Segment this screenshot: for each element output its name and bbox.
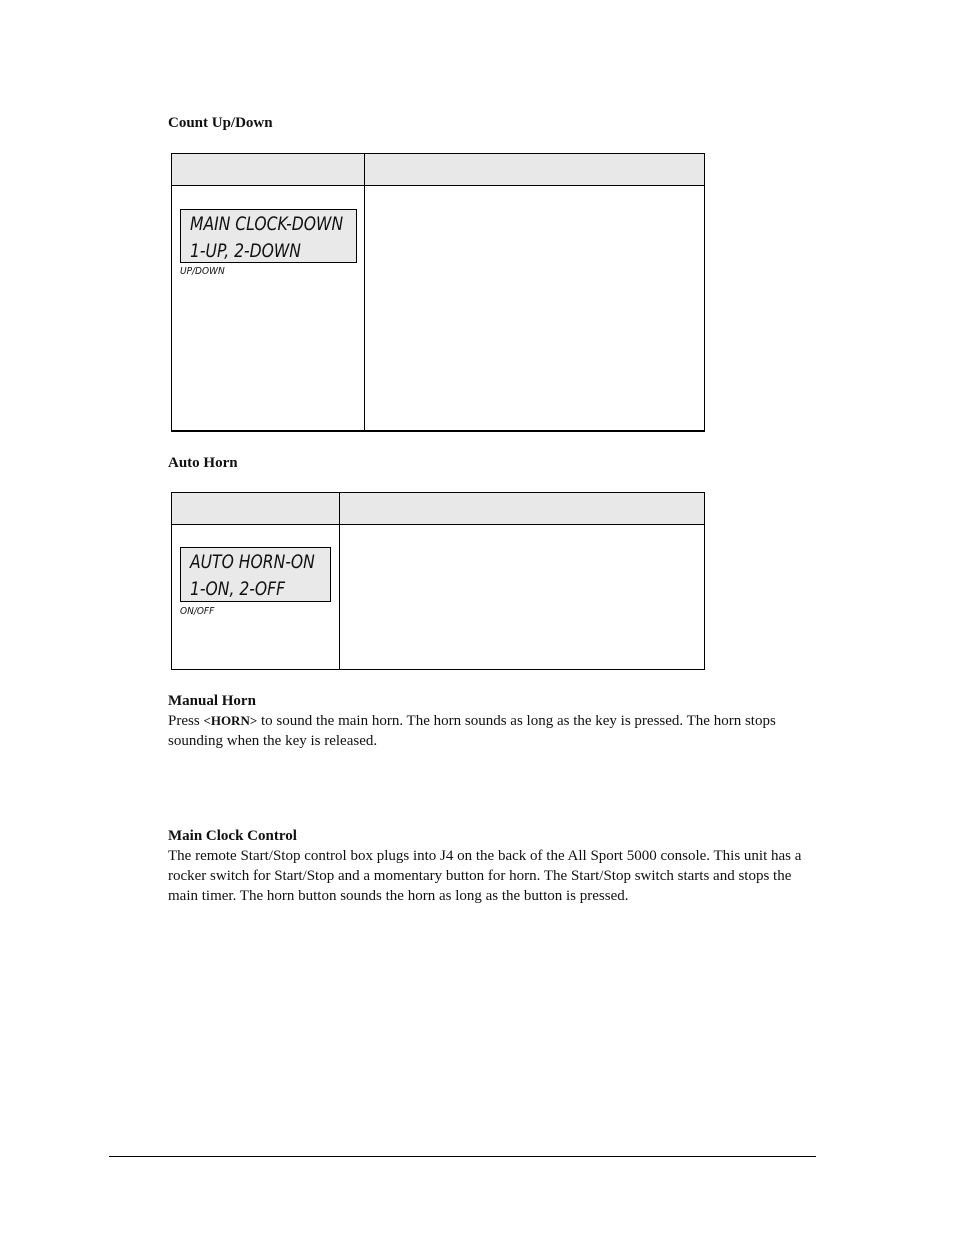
- column-divider: [364, 154, 365, 431]
- section-heading-auto-horn: Auto Horn: [168, 455, 238, 471]
- section-heading-count-up-down: Count Up/Down: [168, 115, 273, 131]
- count-up-down-table: [171, 153, 705, 432]
- lcd-caption-on-off: ON/OFF: [180, 606, 215, 617]
- horn-key-label: <HORN>: [203, 713, 258, 728]
- lcd-line-2: 1-UP, 2-DOWN: [190, 240, 301, 262]
- table-header-row: [172, 154, 704, 186]
- manual-horn-text-after: to sound the main horn. The horn sounds as long as the key is pressed. The horn stops sounding when the key is released.: [168, 713, 776, 749]
- section-heading-main-clock-control: Main Clock Control: [168, 828, 297, 844]
- manual-horn-paragraph: [168, 711, 808, 751]
- section-heading-manual-horn: Manual Horn: [168, 693, 256, 709]
- lcd-line-2: 1-ON, 2-OFF: [190, 578, 286, 600]
- column-divider: [339, 493, 340, 669]
- lcd-display-auto-horn: [180, 547, 331, 602]
- main-clock-control-paragraph: The remote Start/Stop control box plugs into J4 on the back of the All Sport 5000 console. This unit has a rocker switch for Start/Stop and a momentary button for horn. The Start/Stop switch starts and stops the main timer. The horn button sounds the horn as long as the button is pressed.: [168, 848, 802, 904]
- lcd-line-1: MAIN CLOCK-DOWN: [190, 213, 344, 235]
- lcd-display-count-up-down: [180, 209, 357, 263]
- lcd-line-1: AUTO HORN-ON: [190, 551, 315, 573]
- manual-horn-text-before: Press: [168, 713, 204, 729]
- table-bottom-border: [172, 430, 704, 432]
- table-header-row: [172, 493, 704, 525]
- lcd-caption-up-down: UP/DOWN: [180, 266, 225, 277]
- footer-rule: [109, 1156, 816, 1157]
- auto-horn-table: [171, 492, 705, 670]
